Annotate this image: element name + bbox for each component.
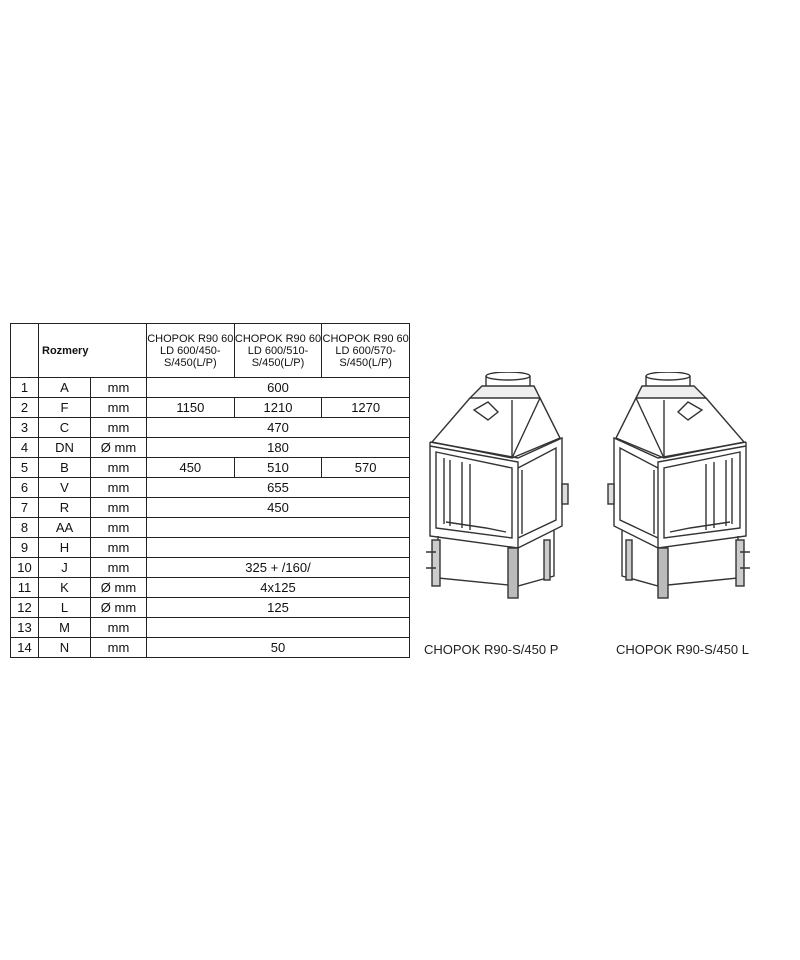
dimension-symbol: N xyxy=(39,638,91,658)
dimension-value: 4x125 xyxy=(147,578,410,598)
dimension-unit: mm xyxy=(91,418,147,438)
dimension-value: 510 xyxy=(234,458,322,478)
row-number: 6 xyxy=(11,478,39,498)
table-body xyxy=(11,378,410,658)
dimension-unit: mm xyxy=(91,638,147,658)
row-number: 7 xyxy=(11,498,39,518)
dimension-symbol: C xyxy=(39,418,91,438)
table-row xyxy=(11,478,410,498)
table-row xyxy=(11,578,410,598)
model-header-2: CHOPOK R90 60 LD 600/510-S/450(L/P) xyxy=(234,324,322,378)
dimension-value xyxy=(147,618,410,638)
dimension-unit: mm xyxy=(91,558,147,578)
dimension-unit: Ø mm xyxy=(91,598,147,618)
fireplace-right-drawing xyxy=(422,372,574,608)
table-row xyxy=(11,378,410,398)
row-number: 12 xyxy=(11,598,39,618)
dimension-value xyxy=(147,518,410,538)
row-number: 13 xyxy=(11,618,39,638)
model-header-1: CHOPOK R90 60 LD 600/450-S/450(L/P) xyxy=(147,324,235,378)
row-number: 10 xyxy=(11,558,39,578)
table-header-row xyxy=(11,324,410,378)
table-row xyxy=(11,418,410,438)
row-number: 2 xyxy=(11,398,39,418)
dimension-value: 180 xyxy=(147,438,410,458)
dimension-unit: mm xyxy=(91,458,147,478)
dimension-value: 1150 xyxy=(147,398,235,418)
dimension-unit: Ø mm xyxy=(91,438,147,458)
table-title: Rozmery xyxy=(39,324,147,378)
table-row xyxy=(11,458,410,478)
dimension-symbol: K xyxy=(39,578,91,598)
dimension-symbol: B xyxy=(39,458,91,478)
dimension-value xyxy=(147,538,410,558)
row-number: 9 xyxy=(11,538,39,558)
dimension-unit: mm xyxy=(91,378,147,398)
dimension-symbol: AA xyxy=(39,518,91,538)
dimension-value: 655 xyxy=(147,478,410,498)
dimension-symbol: A xyxy=(39,378,91,398)
row-number: 11 xyxy=(11,578,39,598)
dimension-symbol: V xyxy=(39,478,91,498)
table-row xyxy=(11,518,410,538)
right-fireplace-caption: CHOPOK R90-S/450 P xyxy=(424,642,559,657)
table-row xyxy=(11,638,410,658)
dimension-value: 325 + /160/ xyxy=(147,558,410,578)
dimension-unit: mm xyxy=(91,398,147,418)
dimension-value: 600 xyxy=(147,378,410,398)
dimension-value: 125 xyxy=(147,598,410,618)
dimension-symbol: H xyxy=(39,538,91,558)
dimension-symbol: DN xyxy=(39,438,91,458)
table-row xyxy=(11,538,410,558)
table-row xyxy=(11,558,410,578)
model-header-3: CHOPOK R90 60 LD 600/570-S/450(L/P) xyxy=(322,324,410,378)
dimension-unit: Ø mm xyxy=(91,578,147,598)
dimension-value: 450 xyxy=(147,458,235,478)
dimensions-table xyxy=(10,323,410,658)
dimension-symbol: J xyxy=(39,558,91,578)
dimension-value: 1270 xyxy=(322,398,410,418)
dimension-symbol: F xyxy=(39,398,91,418)
dimension-unit: mm xyxy=(91,618,147,638)
table-row xyxy=(11,598,410,618)
row-number: 8 xyxy=(11,518,39,538)
dimension-value: 470 xyxy=(147,418,410,438)
left-fireplace-caption: CHOPOK R90-S/450 L xyxy=(616,642,749,657)
row-number: 1 xyxy=(11,378,39,398)
dimension-symbol: M xyxy=(39,618,91,638)
row-number: 5 xyxy=(11,458,39,478)
dimension-unit: mm xyxy=(91,478,147,498)
dimension-unit: mm xyxy=(91,518,147,538)
dimension-value: 50 xyxy=(147,638,410,658)
table-row xyxy=(11,398,410,418)
row-number: 4 xyxy=(11,438,39,458)
dimension-symbol: L xyxy=(39,598,91,618)
table-row xyxy=(11,618,410,638)
header-blank-cell xyxy=(11,324,39,378)
fireplace-left-drawing xyxy=(602,372,754,608)
row-number: 3 xyxy=(11,418,39,438)
dimension-value: 450 xyxy=(147,498,410,518)
dimension-unit: mm xyxy=(91,498,147,518)
table-row xyxy=(11,438,410,458)
dimension-unit: mm xyxy=(91,538,147,558)
row-number: 14 xyxy=(11,638,39,658)
dimension-value: 1210 xyxy=(234,398,322,418)
dimension-symbol: R xyxy=(39,498,91,518)
table-row xyxy=(11,498,410,518)
dimension-value: 570 xyxy=(322,458,410,478)
